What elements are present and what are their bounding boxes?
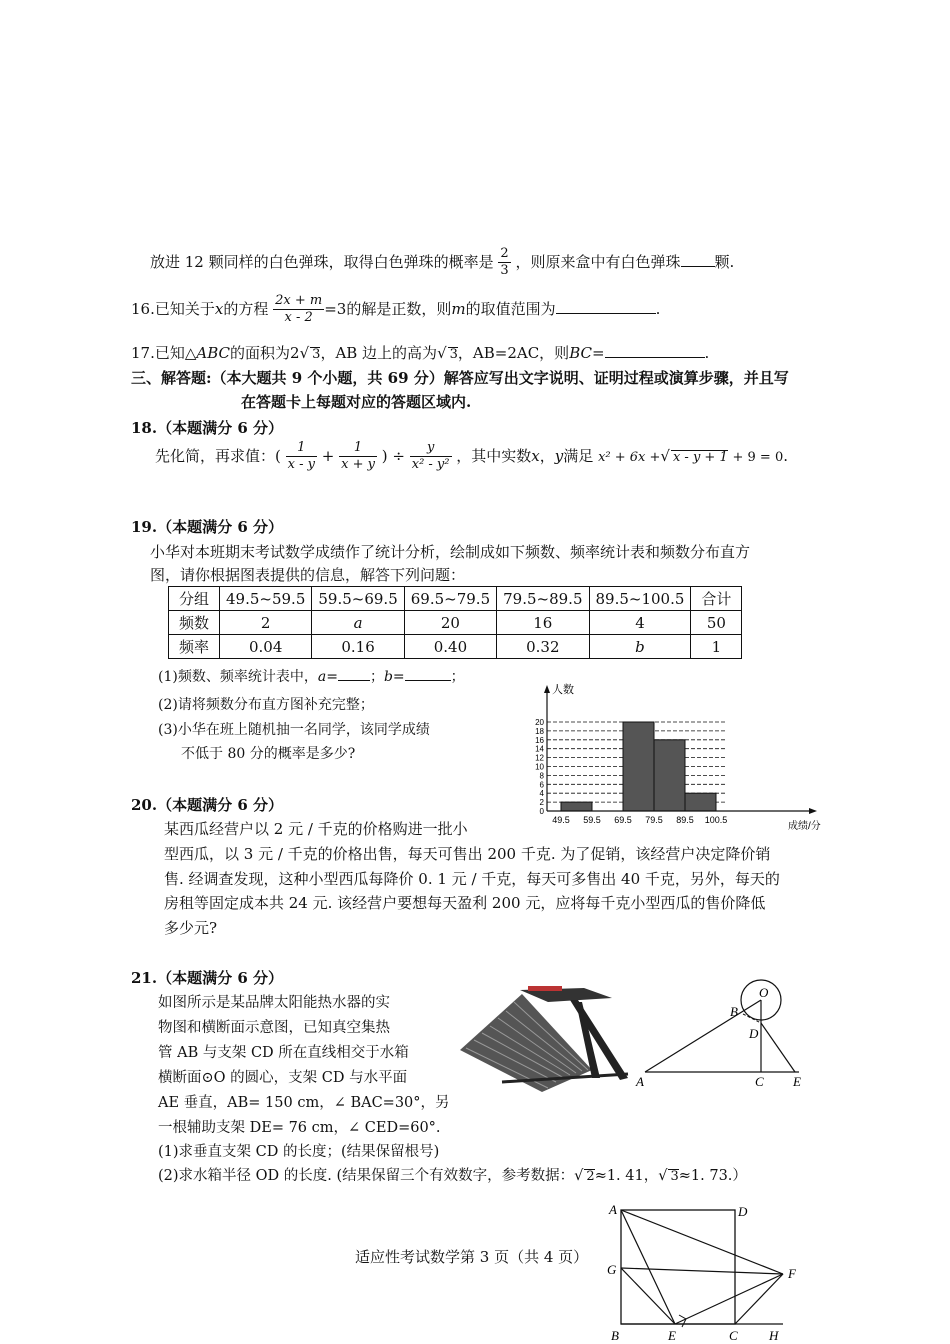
x-axis-label: 成绩/分 <box>788 821 821 832</box>
q21-line-5: AE 垂直，AB= 150 cm，∠ BAC=30°，另 <box>158 1095 450 1111</box>
sqrt-symbol: √ <box>299 344 310 362</box>
x-tick-label: 49.5 <box>552 815 570 825</box>
segment-CF <box>735 1274 783 1324</box>
q16-fraction: $\frac{2x + m}{x - 2}$ <box>275 293 323 326</box>
q19-sub3-b: 不低于 80 分的概率是多少? <box>181 746 356 762</box>
segment-AE <box>621 1210 675 1324</box>
label-A: A <box>609 1202 617 1217</box>
frequency-histogram <box>525 680 845 835</box>
q20-heading: 20.（本题满分 6 分） <box>131 796 283 814</box>
y-tick-label: 10 <box>535 762 544 772</box>
table-row: 分组 49.5~59.5 59.5~69.5 69.5~79.5 79.5~89.5 89.5~100.5 合计 <box>169 587 742 611</box>
question-17: 17.已知△ABC的面积为2√ 3，AB 边上的高为√ 3，AB=2AC，则BC= . <box>131 344 710 362</box>
answer-blank[interactable] <box>681 265 715 267</box>
label-C: C <box>755 1074 764 1089</box>
x-tick-label: 89.5 <box>676 815 694 825</box>
label-E: E <box>793 1074 801 1089</box>
x-tick-label: 100.5 <box>704 815 728 825</box>
label-A: A <box>636 1074 644 1089</box>
q15-fraction: $\frac{2}{3}$ <box>500 246 509 279</box>
q18-body: 先化简，再求值：( $\frac{1}{x - y}$ + $\frac{1}{x + y}$ ) ÷ $\frac{y}{\text{x² - y²}}$ ，其中实数x，y满足 x² + 6x +√ x - y + 1 + 9 = 0. <box>155 440 789 473</box>
y-tick-label: 6 <box>539 780 544 790</box>
q19-intro-1: 小华对本班期末考试数学成绩作了统计分析，绘制成如下频数、频率统计表和频数分布直方 <box>150 543 751 561</box>
q19-sub3-a: (3)小华在班上随机抽一名同学，该同学成绩 <box>158 722 430 738</box>
label-G: G <box>607 1262 617 1277</box>
sqrt-symbol: √ <box>660 446 670 465</box>
segment-AF <box>621 1210 783 1274</box>
label-F: F <box>788 1266 796 1281</box>
label-E: E <box>668 1328 676 1343</box>
answer-blank[interactable] <box>338 679 370 681</box>
q21-line-1: 如图所示是某品牌太阳能热水器的实 <box>158 995 390 1011</box>
q19-sub1: (1)频数、频率统计表中，a= ；b= ； <box>158 669 465 685</box>
y-tick-label: 14 <box>535 744 544 754</box>
label-D: D <box>749 1026 759 1041</box>
sqrt-symbol: √ <box>658 1168 668 1184</box>
x-axis-arrow <box>809 808 817 814</box>
square-diagram <box>603 1200 803 1344</box>
section3-line2: 在答题卡上每题对应的答题区域内. <box>241 393 472 411</box>
sqrt-symbol: √ <box>574 1168 584 1184</box>
label-H: H <box>769 1328 779 1343</box>
histogram-bar <box>623 722 654 811</box>
y-tick-label: 2 <box>539 798 544 808</box>
q21-line-2: 物图和横断面示意图，已知真空集热 <box>158 1020 390 1036</box>
answer-blank[interactable] <box>605 356 705 358</box>
square-ABCD <box>621 1210 735 1324</box>
segment-GF <box>621 1268 783 1274</box>
x-tick-label: 79.5 <box>645 815 663 825</box>
segment-GE <box>621 1268 675 1324</box>
q19-heading: 19.（本题满分 6 分） <box>131 518 283 536</box>
table-row: 频数 2 a 20 16 4 50 <box>169 611 742 635</box>
label-B: B <box>730 1004 738 1019</box>
y-axis-arrow <box>544 685 550 693</box>
label-D: D <box>738 1204 748 1219</box>
q20-line-3: 售. 经调查发现，这种小型西瓜每降价 0. 1 元 / 千克，每天可多售出 40 千克，另外，每天的 <box>164 870 780 888</box>
brand-label <box>528 986 562 991</box>
histogram-bar <box>654 740 685 811</box>
label-C: C <box>729 1328 738 1343</box>
x-tick-label: 59.5 <box>583 815 601 825</box>
q15-continuation: 放进 12 颗同样的白色弹珠，取得白色弹珠的概率是 $\frac{2}{3}$ ，则原来盒中有白色弹珠 颗. <box>150 246 735 279</box>
histogram-bar <box>685 793 716 811</box>
answer-blank[interactable] <box>556 312 656 314</box>
cross-section-diagram <box>633 978 813 1093</box>
answer-blank[interactable] <box>405 679 451 681</box>
page-footer: 适应性考试数学第 3 页（共 4 页） <box>355 1248 589 1266</box>
q20-line-1: 某西瓜经营户以 2 元 / 千克的价格购进一批小 <box>164 820 468 838</box>
q21-line-4: 横断面⊙O 的圆心，支架 CD 与水平面 <box>158 1070 408 1086</box>
q18-heading: 18.（本题满分 6 分） <box>131 419 283 437</box>
y-tick-label: 4 <box>539 789 544 799</box>
label-O: O <box>759 985 769 1000</box>
x-tick-label: 69.5 <box>614 815 632 825</box>
histogram-bar <box>561 802 592 811</box>
q19-sub2: (2)请将频数分布直方图补充完整； <box>158 697 374 713</box>
q21-line-7: (1)求垂直支架 CD 的长度；(结果保留根号) <box>158 1144 440 1160</box>
solar-heater-photo <box>452 982 634 1092</box>
y-axis-label: 人数 <box>552 684 574 696</box>
q21-heading: 21.（本题满分 6 分） <box>131 969 283 987</box>
y-tick-label: 0 <box>539 807 544 816</box>
support-DE <box>761 1023 795 1072</box>
q21-line-8: (2)求水箱半径 OD 的长度. (结果保留三个有效数字，参考数据：√ 2≈1. 41，√ 3≈1. 73.） <box>158 1168 747 1184</box>
y-tick-label: 8 <box>539 771 544 781</box>
y-tick-label: 20 <box>535 718 544 727</box>
segment-AO <box>645 1000 761 1072</box>
table-row: 频率 0.04 0.16 0.40 0.32 b 1 <box>169 635 742 659</box>
y-tick-label: 18 <box>535 726 544 736</box>
label-B: B <box>611 1328 619 1343</box>
y-tick-label: 12 <box>535 753 544 763</box>
section3-line1: 三、解答题:（本大题共 9 个小题，共 69 分）解答应写出文字说明、证明过程或演算步骤，并且写 <box>131 369 789 387</box>
q20-line-5: 多少元? <box>164 919 218 937</box>
frequency-table <box>168 586 742 659</box>
sqrt-symbol: √ <box>437 344 447 362</box>
q20-line-2: 型西瓜，以 3 元 / 千克的价格出售，每天可售出 200 千克. 为了促销，该经营户决定降价销 <box>164 845 771 863</box>
question-16: 16.已知关于x的方程 $\frac{2x + m}{x - 2}$ =3的解是正数，则m的取值范围为 . <box>131 293 661 326</box>
q19-intro-2: 图，请你根据图表提供的信息，解答下列问题： <box>150 566 466 584</box>
q20-line-4: 房租等固定成本共 24 元. 该经营户要想每天盈利 200 元，应将每千克小型西瓜的售价降低 <box>164 894 766 912</box>
y-tick-label: 16 <box>535 735 544 745</box>
q21-line-6: 一根辅助支架 DE= 76 cm，∠ CED=60°. <box>158 1120 441 1136</box>
segment-EF <box>675 1274 783 1324</box>
q21-line-3: 管 AB 与支架 CD 所在直线相交于水箱 <box>158 1045 409 1061</box>
